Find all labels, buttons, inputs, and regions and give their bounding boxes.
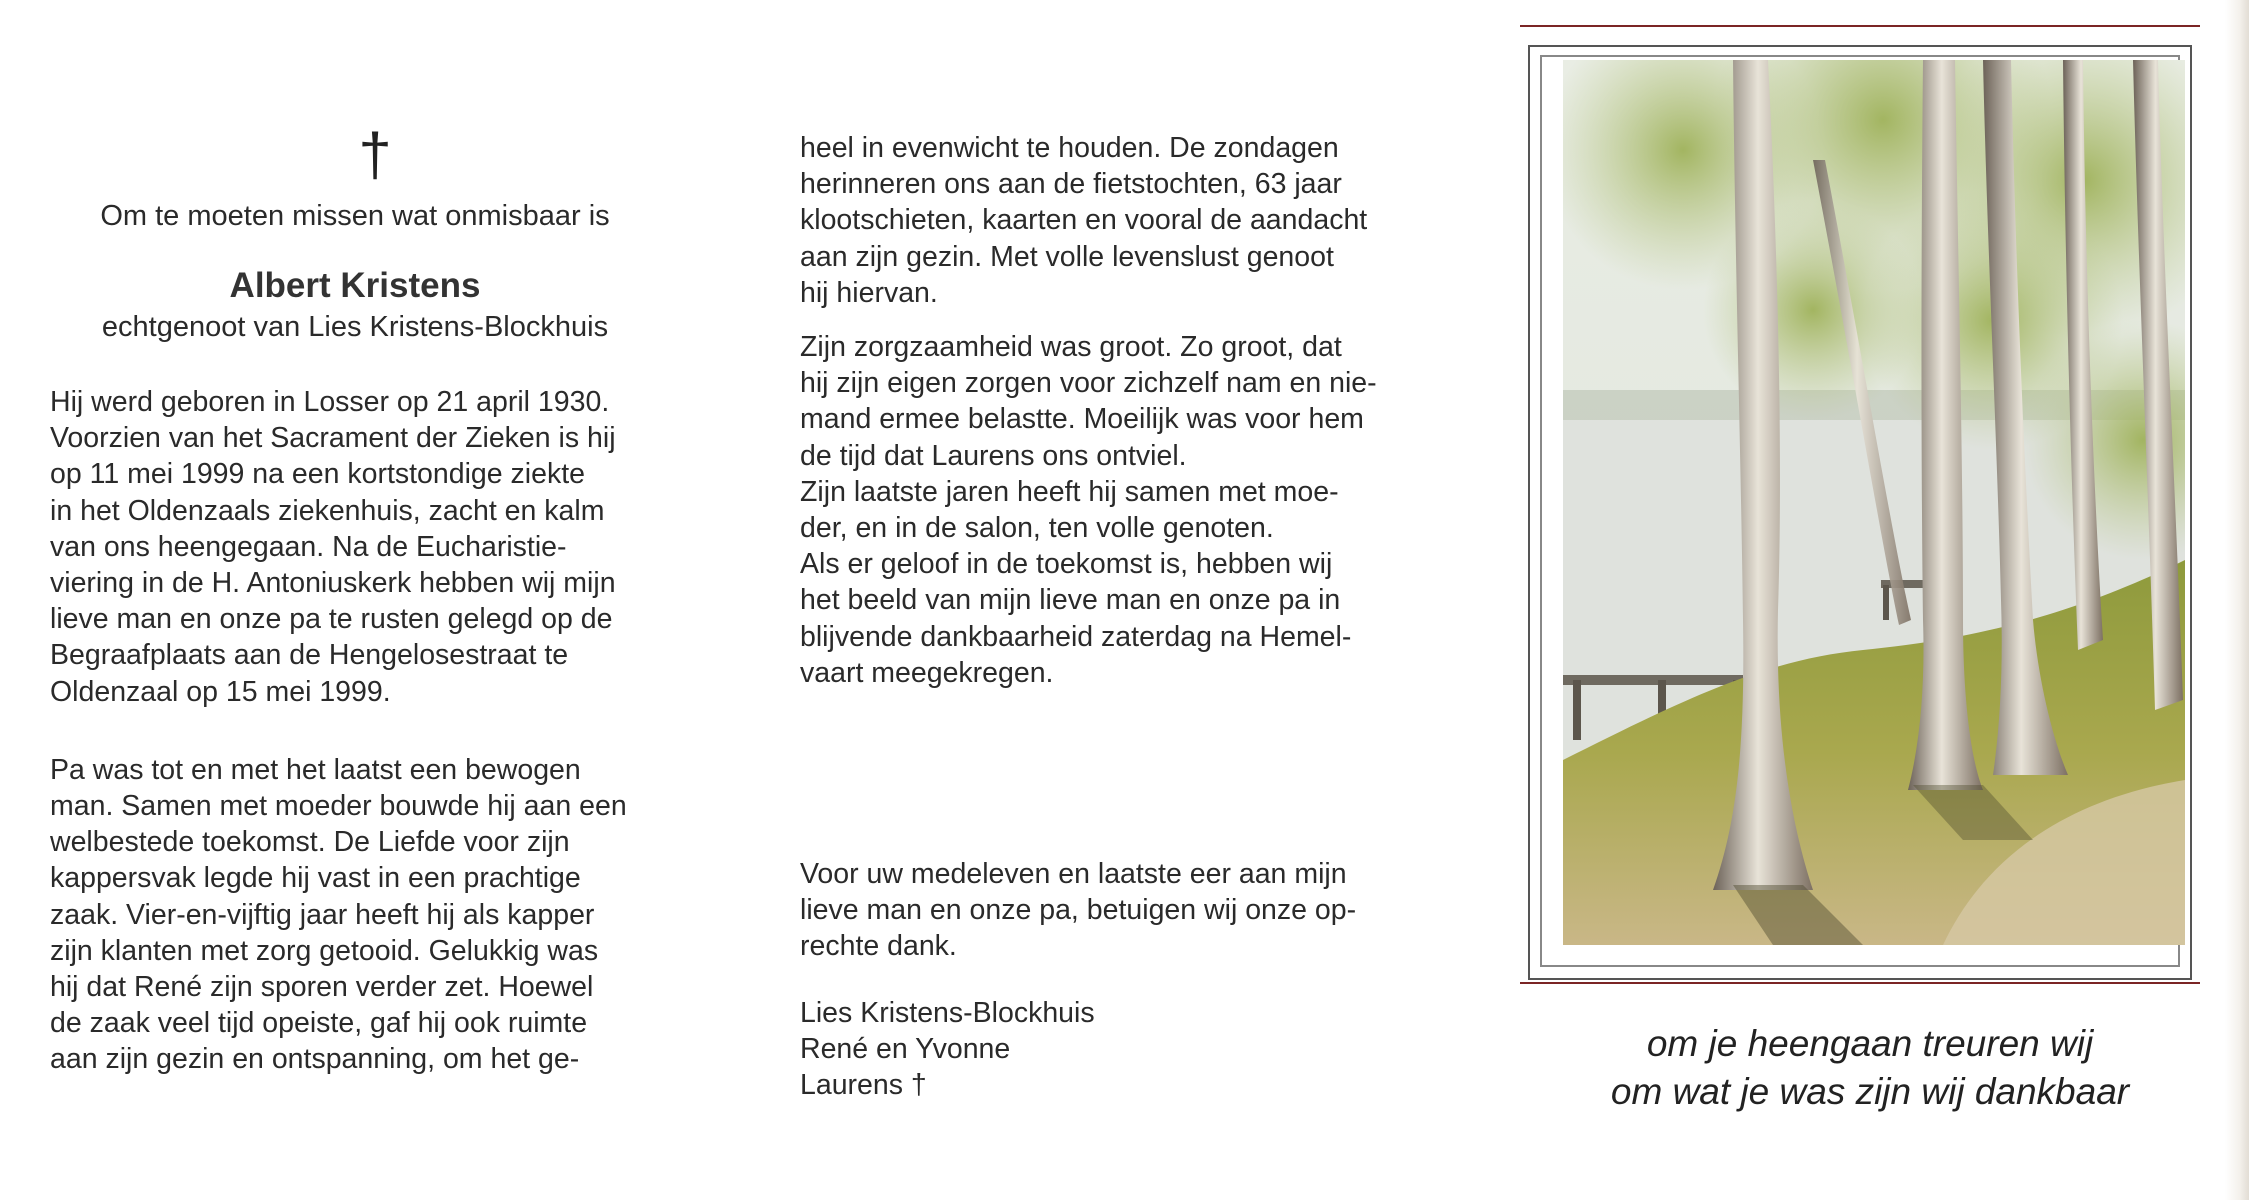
signatures	[800, 995, 1410, 1104]
card-edge-shadow	[2225, 0, 2249, 1200]
signature-line: René en Yvonne	[800, 1032, 1011, 1065]
signature-line: Laurens †	[800, 1069, 927, 1102]
cross-icon: †	[358, 121, 392, 188]
closing-caption	[1510, 1020, 2230, 1116]
thanks-paragraph: Voor uw medeleven en laatste eer aan mijn lieve man en onze pa, betuigen wij onze op- rechte dank.	[800, 858, 1357, 963]
deceased-name: Albert Kristens	[229, 266, 481, 305]
spouse-line: echtgenoot van Lies Kristens-Blockhuis	[101, 311, 609, 343]
caption-line-2: om wat je was zijn wij dankbaar	[1610, 1071, 2130, 1112]
birch-trees-photo	[1563, 60, 2185, 945]
biography-paragraph-3: heel in evenwicht te houden. De zondagen herinneren ons aan de fietstochten, 63 jaar klootschieten, kaarten en vooral de aandacht aan zijn gezin. Met volle levenslust genoot hij hiervan.	[800, 132, 1368, 309]
middle-column	[800, 130, 1410, 1103]
biography-paragraph-1: Hij werd geboren in Losser op 21 april 1930. Voorzien van het Sacrament der Zieken is hij op 11 mei 1999 na een kortstondige ziekte in het Oldenzaals ziekenhuis, zacht en kalm van ons heengegaan. Na de Eucharistie- viering in de H. Antoniuskerk hebben wij mijn lieve man en onze pa te rusten gelegd op de Begraafplaats aan de Hengelosestraat te Oldenzaal op 15 mei 1999.	[50, 386, 616, 708]
motto: Om te moeten missen wat onmisbaar is	[100, 200, 610, 232]
signature-line: Lies Kristens-Blockhuis	[800, 996, 1095, 1029]
caption-line-1: om je heengaan treuren wij	[1646, 1023, 2094, 1064]
biography-paragraph-4: Zijn zorgzaamheid was groot. Zo groot, dat hij zijn eigen zorgen voor zichzelf nam en nie- mand ermee belastte. Moeilijk was voor hem de tijd dat Laurens ons ontviel. Zijn laatste jaren heeft hij samen met moe- der, en in de salon, ten volle genoten. Als er geloof in de toekomst is, hebben wij het beeld van mijn lieve man en onze pa in blijvende dankbaarheid zaterdag na Hemel- vaart meegekregen.	[800, 331, 1377, 689]
left-column	[50, 120, 660, 1078]
biography-paragraph-2: Pa was tot en met het laatst een bewogen man. Samen met moeder bouwde hij aan een welbestede toekomst. De Liefde voor zijn kappersvak legde hij vast in een prachtige zaak. Vier-en-vijftig jaar heeft hij als kapper zijn klanten met zorg getooid. Gelukkig was hij dat René zijn sporen verder zet. Hoewel de zaak veel tijd opeiste, gaf hij ook ruimte aan zijn gezin en ontspanning, om het ge-	[50, 753, 627, 1076]
